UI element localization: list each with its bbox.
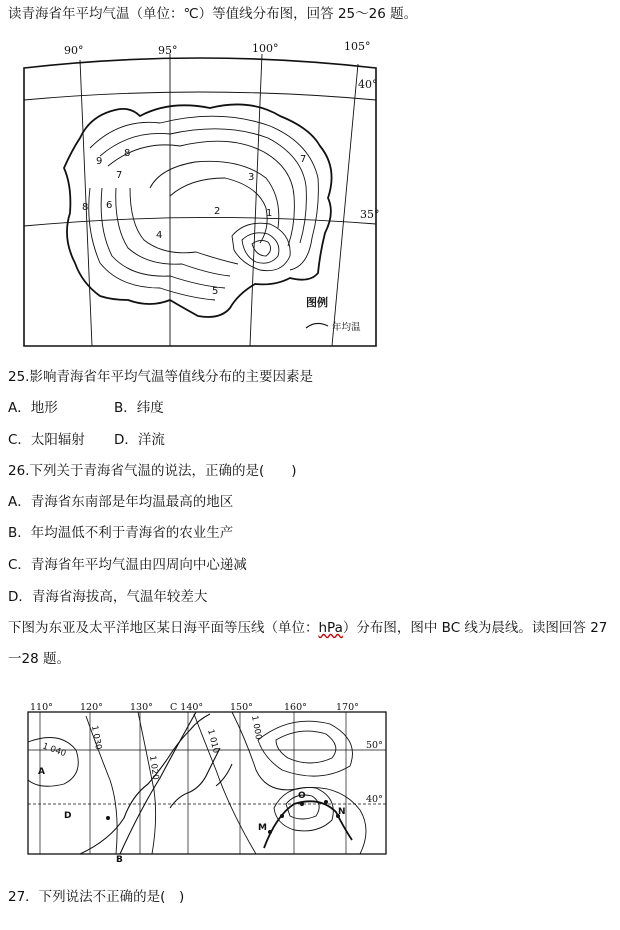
legend-item: 年均温: [332, 322, 361, 333]
contour-label: 9: [96, 156, 103, 167]
contour-label: 4: [156, 230, 163, 241]
isobar-label-1030: 1 030: [89, 724, 104, 751]
contour-label: 7: [300, 154, 307, 165]
point-label-b: B: [116, 855, 123, 862]
contour-label: 6: [106, 200, 113, 211]
lon-label-140: C 140°: [170, 702, 204, 713]
east-asia-isobar-map: [20, 700, 390, 862]
legend-title: 图例: [306, 296, 328, 309]
contour-label: 5: [212, 286, 219, 297]
contour-label: 7: [116, 170, 123, 181]
contour-label: 8: [82, 202, 89, 213]
lon-label-90: 90°: [64, 44, 84, 57]
q26-option-c[interactable]: C．青海省年平均气温由四周向中心递减: [8, 557, 247, 573]
lon-label-120: 120°: [80, 702, 103, 713]
q25-option-c[interactable]: C．太阳辐射: [8, 432, 85, 448]
intro2-post: ）分布图，图中 BC 线为晨线。读图回答 27: [342, 620, 608, 636]
contour-label: 2: [214, 206, 221, 217]
point-label-d: D: [64, 811, 72, 821]
contour-label: 3: [248, 172, 255, 183]
q27-stem: 27．下列说法不正确的是( ): [8, 889, 185, 905]
q25-option-d[interactable]: D．洋流: [114, 432, 165, 448]
intro-text-2-cont: 一28 题。: [8, 651, 70, 667]
intro2-pre: 下图为东亚及太平洋地区某日海平面等压线（单位：: [8, 620, 319, 636]
point-label-n: N: [338, 807, 346, 817]
q25-options-cd: [8, 431, 165, 449]
q26-stem: 26.下列关于青海省气温的说法，正确的是( ): [8, 463, 297, 479]
q25-option-a[interactable]: A．地形: [8, 400, 58, 416]
q25-options-ab: [8, 399, 164, 417]
lon-label-100: 100°: [252, 42, 279, 55]
q25-stem: 25.影响青海省年平均气温等值线分布的主要因素是: [8, 369, 313, 385]
intro-text-1: 读青海省年平均气温（单位：℃）等值线分布图，回答 25～26 题。: [8, 6, 418, 22]
point-label-o: O: [298, 791, 306, 801]
contour-label: 8: [124, 148, 131, 159]
q25-option-b[interactable]: B．纬度: [114, 400, 164, 416]
lat-label-50: 50°: [366, 740, 383, 751]
isobar-label-1020: 1 020: [147, 755, 161, 781]
lat-label-40: 40°: [358, 78, 378, 91]
isobar-label-1040: 1 040: [40, 741, 68, 760]
point-label-m: M: [258, 823, 267, 833]
q26-option-a[interactable]: A．青海省东南部是年均温最高的地区: [8, 494, 234, 510]
intro-text-2: [8, 619, 607, 637]
contour-label: 1: [266, 208, 273, 219]
lon-label-170: 170°: [336, 702, 359, 713]
lon-label-110: 110°: [30, 702, 53, 713]
point-label-a: A: [38, 767, 45, 777]
intro2-unit: hPa: [318, 620, 343, 636]
lon-label-160: 160°: [284, 702, 307, 713]
isobar-label-1010: 1 010: [205, 728, 221, 755]
isobar-label-1000: 1 000: [249, 714, 264, 741]
lat-label-40: 40°: [366, 794, 383, 805]
lon-label-130: 130°: [130, 702, 153, 713]
q26-option-d[interactable]: D．青海省海拔高，气温年较差大: [8, 589, 208, 605]
lon-label-105: 105°: [344, 40, 371, 53]
lat-label-35: 35°: [360, 208, 380, 221]
q26-option-b[interactable]: B．年均温低不利于青海省的农业生产: [8, 525, 234, 541]
qinghai-isotherm-map: [20, 38, 380, 350]
lon-label-95: 95°: [158, 44, 178, 57]
lon-label-150: 150°: [230, 702, 253, 713]
